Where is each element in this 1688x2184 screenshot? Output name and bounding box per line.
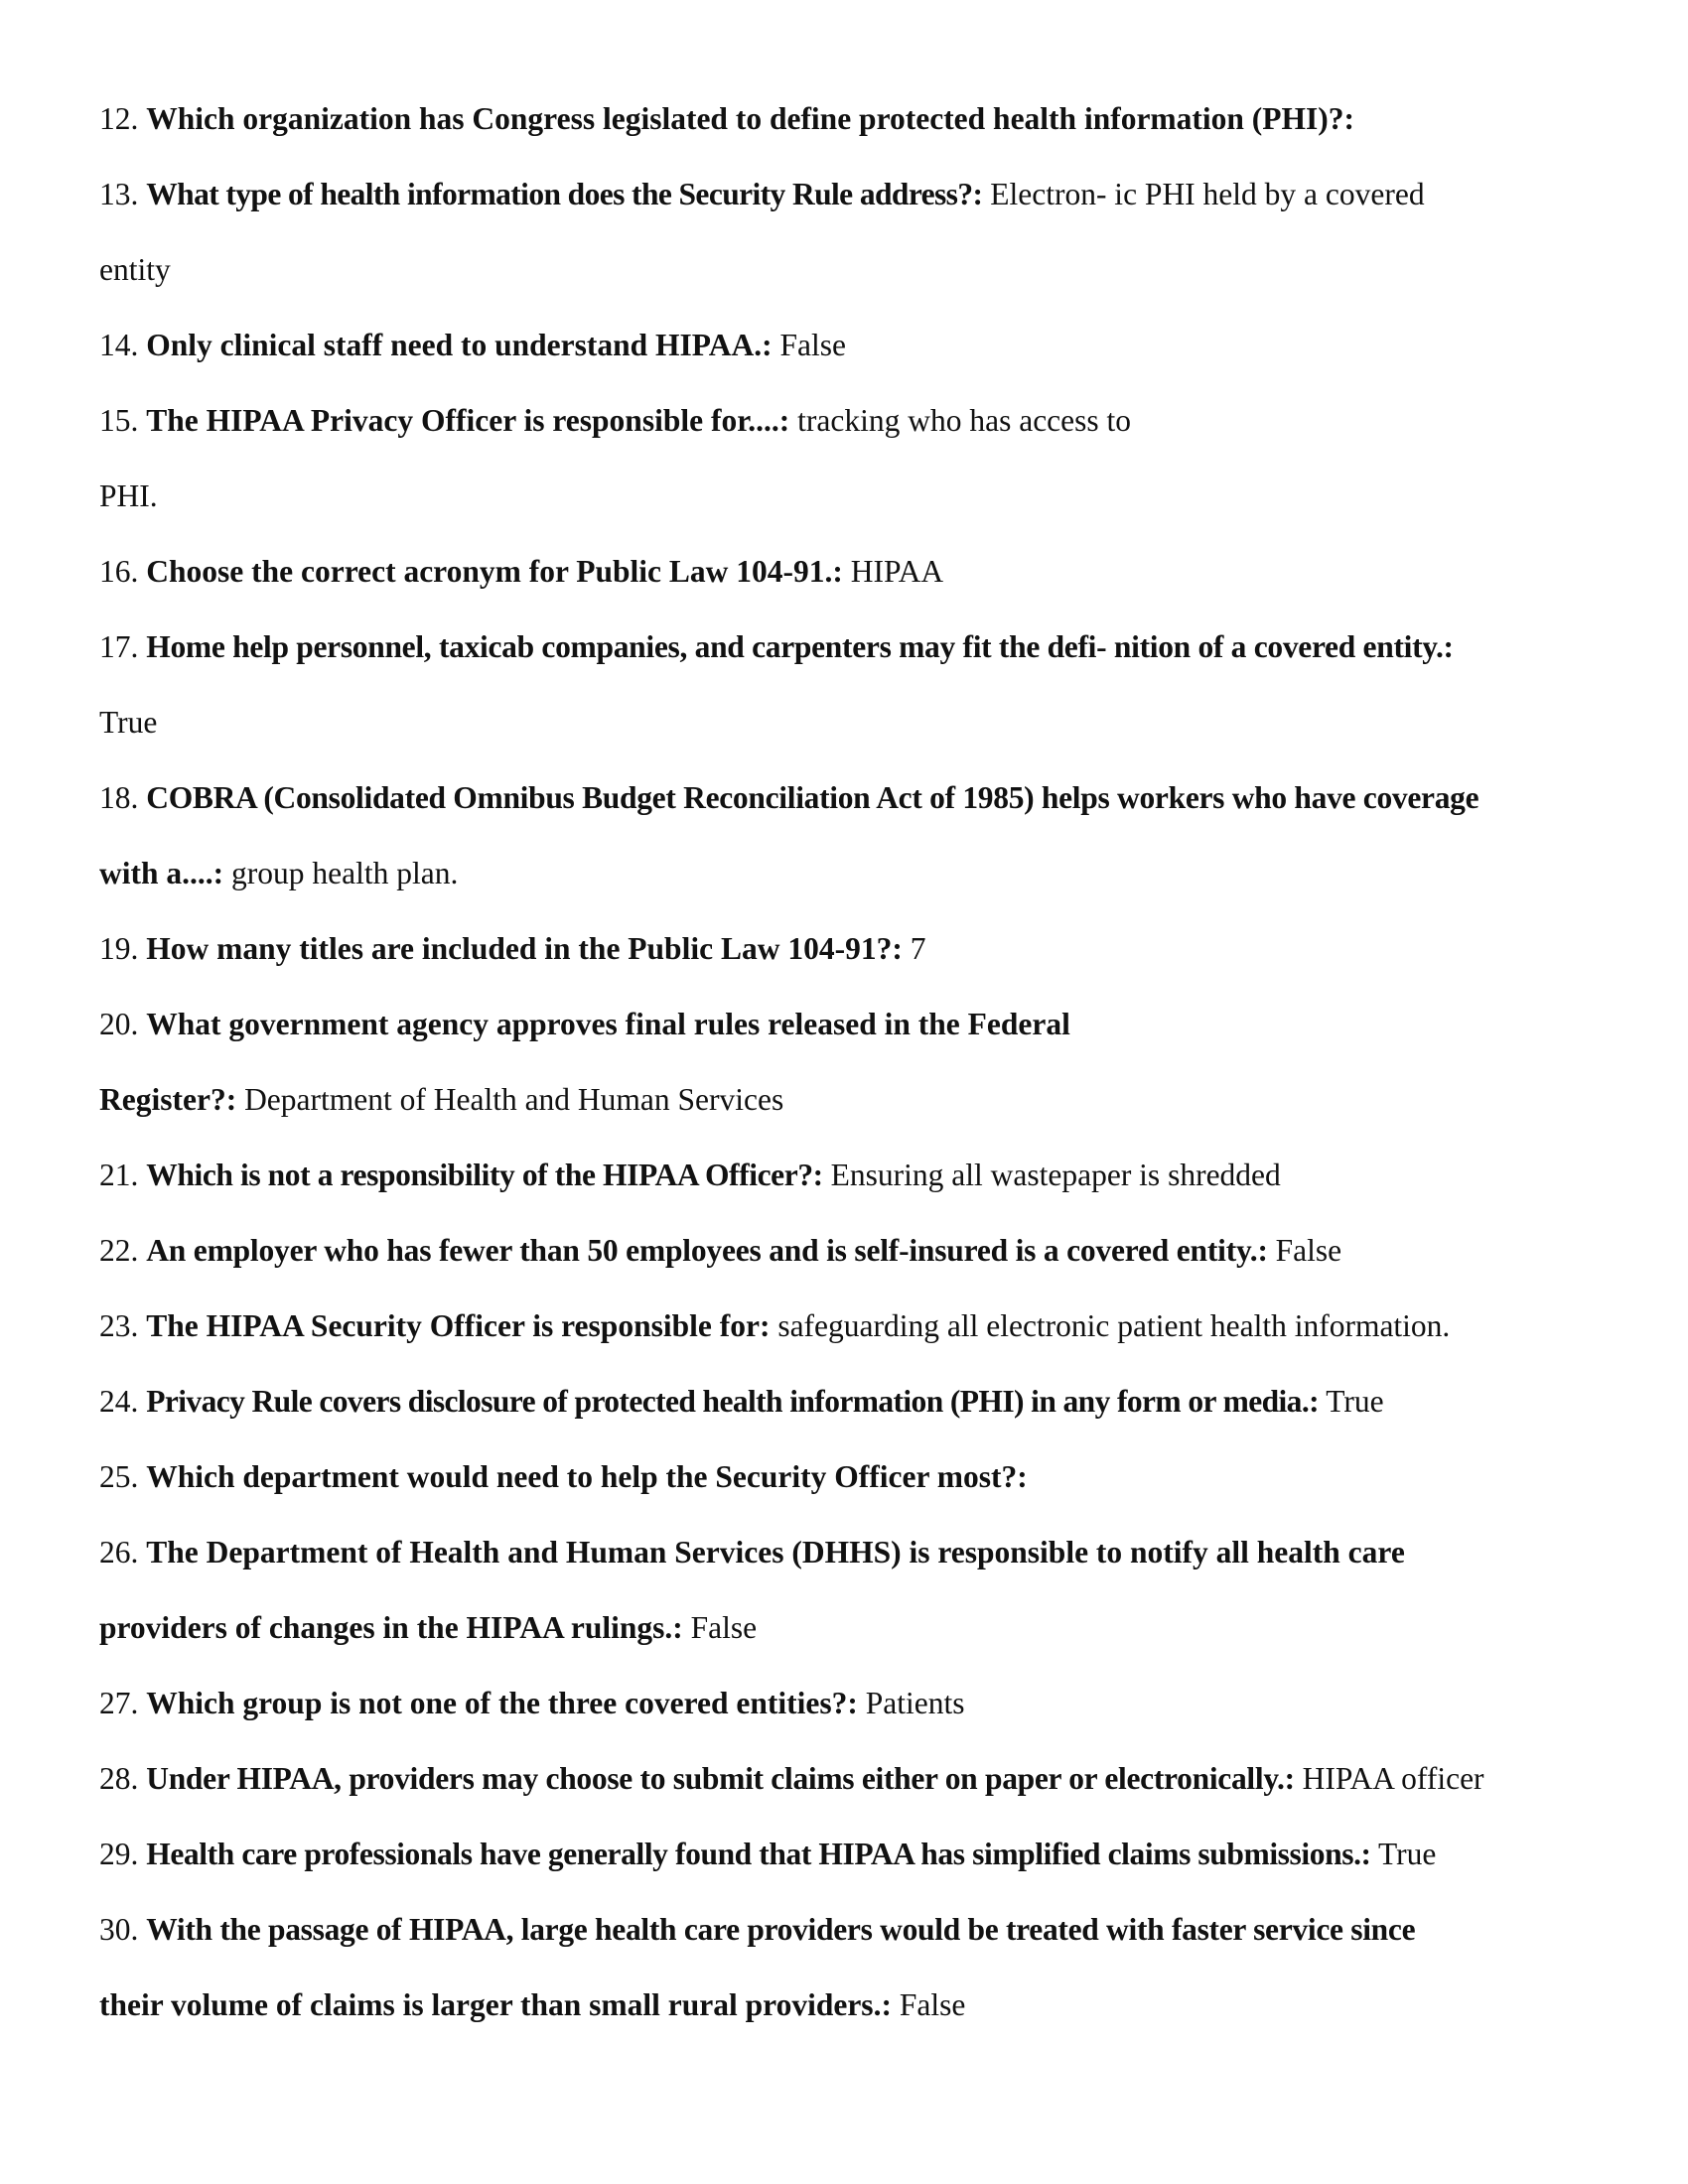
question-text: The HIPAA Security Officer is responsible for:: [146, 1308, 771, 1343]
question-text: Which group is not one of the three covered entities?:: [146, 1686, 858, 1720]
question-26: [99, 1533, 1405, 1572]
question-number: 21.: [99, 1158, 139, 1192]
question-19: [99, 929, 925, 969]
question-16: [99, 552, 943, 592]
question-25: [99, 1457, 1028, 1497]
question-12: [99, 99, 1354, 139]
question-13-continued: [99, 250, 171, 290]
question-text: Which department would need to help the Security Officer most?:: [146, 1459, 1028, 1494]
question-text: Which is not a responsibility of the HIPAA Officer?:: [146, 1158, 823, 1192]
question-14: [99, 326, 846, 365]
question-30-continued: [99, 1985, 965, 2025]
answer-text: tracking who has access to: [797, 403, 1132, 438]
question-number: 20.: [99, 1007, 139, 1041]
question-number: 14.: [99, 328, 139, 362]
question-18: [99, 778, 1478, 818]
answer-text: safeguarding all electronic patient health information.: [777, 1308, 1451, 1343]
answer-text: group health plan.: [231, 856, 459, 890]
question-22: [99, 1231, 1341, 1271]
question-number: 29.: [99, 1837, 139, 1871]
answer-text: HIPAA officer: [1302, 1761, 1484, 1796]
question-text: Privacy Rule covers disclosure of protected health information (PHI) in any form or media.:: [146, 1384, 1319, 1419]
question-text: An employer who has fewer than 50 employees and is self-insured is a covered entity.:: [146, 1233, 1268, 1268]
question-text-continued: with a....:: [99, 856, 224, 890]
answer-text: False: [690, 1610, 758, 1645]
answer-text: 7: [910, 931, 926, 966]
question-text: What government agency approves final rules released in the Federal: [146, 1007, 1070, 1041]
question-20-continued: [99, 1080, 783, 1120]
question-number: 24.: [99, 1384, 139, 1419]
question-number: 28.: [99, 1761, 139, 1796]
question-number: 16.: [99, 554, 139, 589]
question-text: Under HIPAA, providers may choose to submit claims either on paper or electronically.:: [146, 1761, 1295, 1796]
question-28: [99, 1759, 1484, 1799]
answer-text-continued: entity: [99, 252, 171, 287]
question-text: Home help personnel, taxicab companies, and carpenters may fit the defi- nition of a covered entity.:: [146, 629, 1454, 664]
question-text: Which organization has Congress legislated to define protected health information (PHI)?:: [146, 101, 1355, 136]
question-text: The Department of Health and Human Services (DHHS) is responsible to notify all health care: [146, 1535, 1405, 1570]
question-17-continued: [99, 703, 157, 743]
question-number: 22.: [99, 1233, 139, 1268]
question-15-continued: [99, 477, 158, 516]
answer-text: False: [779, 328, 846, 362]
answer-text: Department of Health and Human Services: [244, 1082, 784, 1117]
question-number: 13.: [99, 177, 139, 211]
question-text: How many titles are included in the Public Law 104-91?:: [146, 931, 903, 966]
question-21: [99, 1156, 1281, 1195]
answer-text: False: [1275, 1233, 1342, 1268]
question-23: [99, 1306, 1450, 1346]
question-number: 12.: [99, 101, 139, 136]
answer-text: Ensuring all wastepaper is shredded: [830, 1158, 1281, 1192]
question-17: [99, 627, 1454, 667]
question-number: 27.: [99, 1686, 139, 1720]
question-text: With the passage of HIPAA, large health care providers would be treated with faster service since: [146, 1912, 1416, 1947]
answer-text: True: [1377, 1837, 1437, 1871]
question-13: [99, 175, 1425, 214]
question-27: [99, 1684, 964, 1723]
question-text: What type of health information does the Security Rule address?:: [146, 177, 983, 211]
question-text: The HIPAA Privacy Officer is responsible for....:: [146, 403, 790, 438]
question-text-continued: Register?:: [99, 1082, 237, 1117]
question-number: 19.: [99, 931, 139, 966]
question-text-continued: providers of changes in the HIPAA rulings.:: [99, 1610, 683, 1645]
question-text-continued: their volume of claims is larger than small rural providers.:: [99, 1987, 892, 2022]
answer-text: HIPAA: [850, 554, 944, 589]
answer-text-continued: True: [99, 705, 158, 740]
answer-text-continued: PHI.: [99, 478, 158, 513]
question-26-continued: [99, 1608, 757, 1648]
question-24: [99, 1382, 1384, 1422]
question-number: 30.: [99, 1912, 139, 1947]
answer-text: False: [899, 1987, 966, 2022]
question-15: [99, 401, 1131, 441]
question-number: 18.: [99, 780, 139, 815]
question-number: 26.: [99, 1535, 139, 1570]
question-number: 25.: [99, 1459, 139, 1494]
question-18-continued: [99, 854, 458, 893]
question-text: Only clinical staff need to understand HIPAA.:: [146, 328, 773, 362]
question-30: [99, 1910, 1415, 1950]
question-29: [99, 1835, 1436, 1874]
question-number: 15.: [99, 403, 139, 438]
question-text: Choose the correct acronym for Public Law 104-91.:: [146, 554, 843, 589]
question-20: [99, 1005, 1070, 1044]
question-text: COBRA (Consolidated Omnibus Budget Reconciliation Act of 1985) helps workers who have coverage: [146, 780, 1479, 815]
question-text: Health care professionals have generally found that HIPAA has simplified claims submissions.:: [146, 1837, 1371, 1871]
answer-text: Patients: [865, 1686, 965, 1720]
question-number: 17.: [99, 629, 139, 664]
answer-text: Electron- ic PHI held by a covered: [990, 177, 1425, 211]
question-number: 23.: [99, 1308, 139, 1343]
answer-text: True: [1326, 1384, 1384, 1419]
